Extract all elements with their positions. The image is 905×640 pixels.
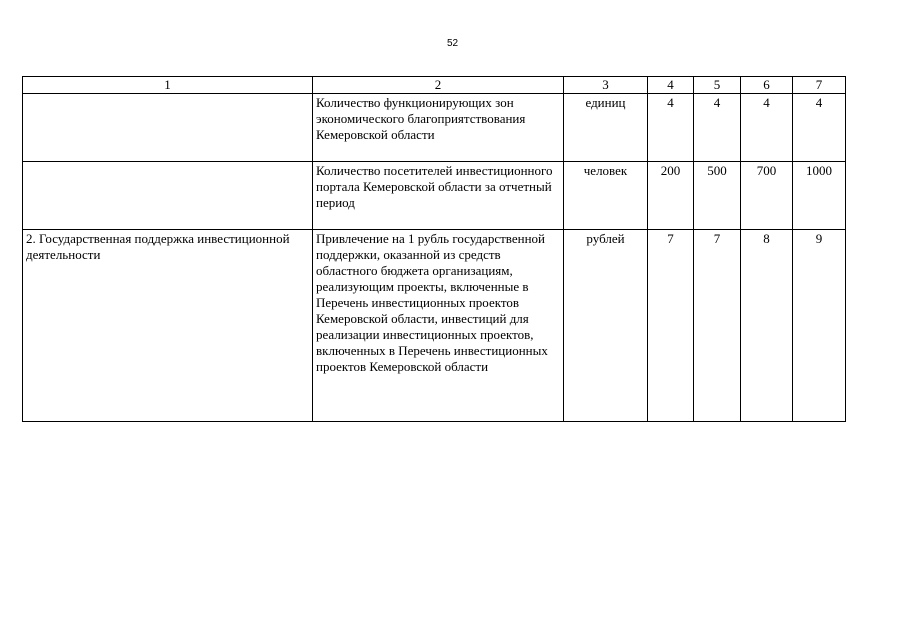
value-cell: 7 — [694, 230, 741, 422]
program-cell — [23, 94, 313, 162]
column-header: 3 — [564, 77, 648, 94]
value-cell: 4 — [694, 94, 741, 162]
indicator-cell: Количество функционирующих зон экономического благоприятствования Кемеровской области — [313, 94, 564, 162]
program-cell — [23, 162, 313, 230]
value-cell: 7 — [648, 230, 694, 422]
unit-cell: человек — [564, 162, 648, 230]
value-cell: 4 — [793, 94, 846, 162]
value-cell: 1000 — [793, 162, 846, 230]
value-cell: 200 — [648, 162, 694, 230]
value-cell: 500 — [694, 162, 741, 230]
column-header: 7 — [793, 77, 846, 94]
table-header-row — [23, 77, 846, 94]
column-header: 5 — [694, 77, 741, 94]
indicator-cell: Количество посетителей инвестиционного портала Кемеровской области за отчетный период — [313, 162, 564, 230]
table-row — [23, 162, 846, 230]
page-number: 52 — [446, 38, 459, 49]
indicators-table — [22, 76, 846, 422]
column-header: 1 — [23, 77, 313, 94]
table-row — [23, 230, 846, 422]
column-header: 2 — [313, 77, 564, 94]
value-cell: 4 — [648, 94, 694, 162]
table-row — [23, 94, 846, 162]
value-cell: 700 — [741, 162, 793, 230]
program-cell: 2. Государственная поддержка инвестиционной деятельности — [23, 230, 313, 422]
value-cell: 8 — [741, 230, 793, 422]
indicator-cell: Привлечение на 1 рубль государственной поддержки, оказанной из средств областного бюджета организациям, реализующим проекты, включенные в Перечень инвестиционных проектов Кемеровской области, инвестиций для реализации инвестиционных проектов, включенных в Перечень инвестиционных проектов Кемеровской области — [313, 230, 564, 422]
unit-cell: единиц — [564, 94, 648, 162]
unit-cell: рублей — [564, 230, 648, 422]
value-cell: 4 — [741, 94, 793, 162]
value-cell: 9 — [793, 230, 846, 422]
column-header: 4 — [648, 77, 694, 94]
column-header: 6 — [741, 77, 793, 94]
